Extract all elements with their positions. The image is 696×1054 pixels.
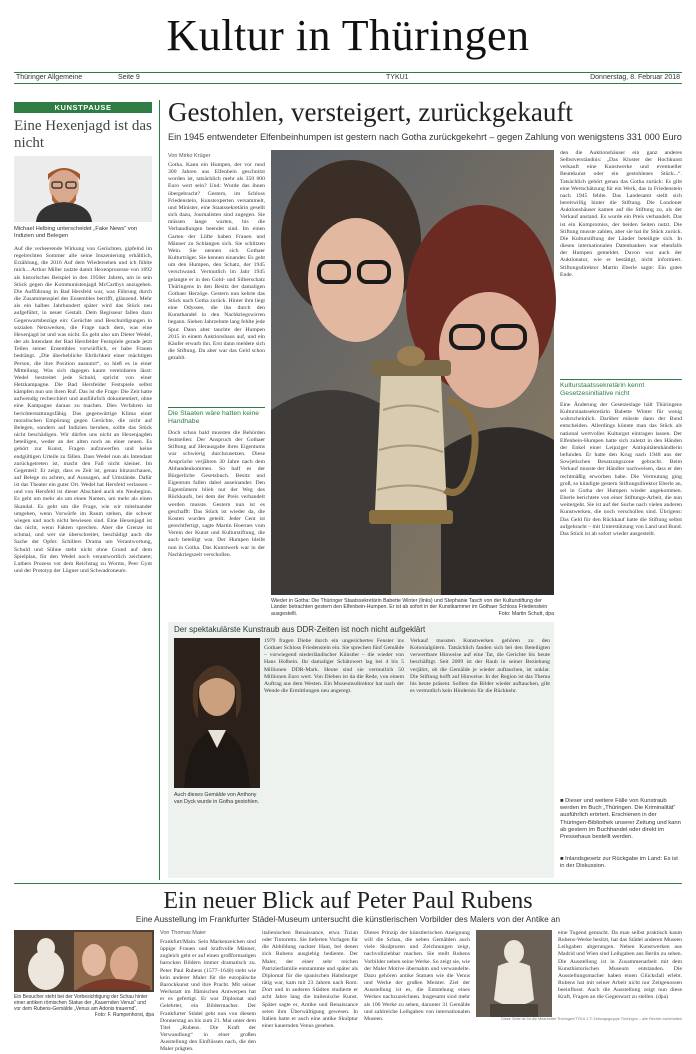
column-divider bbox=[159, 100, 160, 880]
photo-image bbox=[271, 150, 554, 595]
masthead-title: Kultur in Thüringen bbox=[166, 11, 530, 60]
author-portrait bbox=[14, 156, 152, 222]
rubens-author: Von Thomas Maier bbox=[160, 930, 207, 936]
main-col1: Gotha. Kann ein Humpen, der vor rund 300 Jahren aus Elfenbein geschnitzt worden ist, tatsächlich mehr als 350 000 Euro wert sein? Und: Wurde das ihnen übergebracht? Gestern, im Schloss Friedenstein, Kunstexperten versammelt, und Minister, eine Staatssekretärin gesellt sich dazu, Journalisten sind zugegen. Sie müssen lange warten, bis die Verhandlungen beendet sind. Im einen Garten der Lüfte haben Frauen und Männer zu Schlangen sich. Sie schlitzen Wein. Sie nennen sich Gothaer Kulturträger. Sie kennen einander. Es geht um den Humpen, den Schatz, der 1945 verschwand. Vermutlich im Jahr 1945 gelangte er in den Gold- und Silberschatz Thüringens in den Besitz der damaligen Gothaer Herzöge. Gestern nun kehrte das Stück nach Gotha zurück. Hinter ihm liegt eine Odyssee, die ihn durch den Kunsthandel in den Nachkriegswirren begann. Sieben Jahrzehnte lang fehlte jede Spur. Dann aber tauchte der Humpen 2015 in einem Auktionshaus auf, und ein Käufer erwarb ihn. Erst dann meldete sich die Stiftung. Da aber war das Geld schon gezahlt. bbox=[168, 162, 265, 362]
section-rule bbox=[14, 883, 682, 884]
portrait-caption: Michael Helbing unterscheidet „Fake News“ von Indizien und Belegen bbox=[14, 226, 138, 239]
info-bullet-1-text: Dieser und weitere Fälle von Kunstraub werden im Buch „Thüringen. Die Kriminalität“ ausführlich erörtert. Erschienen in der Thüringen-Bibliothek unserer Zeitung und kann ab gestern im Buchhandel oder direkt im Pressehaus bestellt werden. bbox=[560, 798, 681, 841]
photo-caption: Wieder in Gotha: Die Thüringer Staatssekretärin Babette Winter (links) und Stephanie Tasch von der Kulturstiftung der Länder betrachten gestern den Elfenbein-Humpen. Er ist ab sofort in der Kunstkammer im Gothaer Schloss Friedenstein ausgestellt. bbox=[271, 598, 548, 617]
issue-date: Donnerstag, 8. Februar 2018 bbox=[590, 74, 680, 81]
info-bullet-2-text: Inlandsgesetz zur Rückgabe im Land: Es ist in der Diskussion. bbox=[560, 856, 678, 870]
statue-image bbox=[476, 930, 552, 1017]
box-col1: 1979 fragen Diebe durch ein ungesichertes Fenster ins Gothaer Schloss Friedenstein ein. Sie sprechen fünf Gemälde – vorwiegend niederländischer Künstler – die wieder von Hans Holbein. Ihr damaliger Schätzwert lag bei 4 bis 5 Millionen DDR-Mark. Heute sind sie vermutlich 50 Millionen Euro wert. Von Dieben ist da die Rede, von einem Auftrag aus dem Westen. Ein Museumsdirektor hat nach der Wende die Ermittlungen neu angeregt. bbox=[264, 638, 404, 695]
main-col2: den die Auktionshäuser ein ganz anderes Selbstverständnis: „Das Kloster der Hochkunst verkauft eine Kunstwerke und eventueller Beutekunst oder ein gestohlenes Stück...“. Tatsächlich gehört genau das Gotha zurück: Es gibt eine Wertschätzung für ein Werk, das in Friedenstein nach 1945 fehlte. Das Landesamt stellt sich bereitwillig hinter die Stiftung. Die Londoner Auktionshäuser kamen auf die Stiftung zu, als der Verkauf anstand. Es wurde ein Preis verhandelt. Das ist ein Kompromiss, der beiden Seiten nutzt. Die Stiftung musste zahlen, aber sie hat ihr Stück zurück. Die Kulturstiftung der Länder beteiligte sich. In diesen internationalen Datenbanken war ebenfalls der Humpen gemeldet. Davon war auch der Auktionator, wie er bestätigt, nicht informiert. Stiftungsdirektor Martin Eberle sagte: Ein gutes Ende. bbox=[560, 150, 682, 278]
painting-image bbox=[174, 638, 260, 788]
page-info-bar bbox=[14, 72, 682, 84]
rubens-col4: eine Tugend gemacht. Da man selbst praktisch kaum Rubens-Werke besitzt, hat das Städel anderen Museen Leihgaben abgerungen. Neben Kunstwerken aus Madrid und Wien sind Leihgaben aus Berlin zu sehen. Die Ausstellung ist in Zusammenarbeit mit dem Kunsthistorischen Museum entstanden. Die Ausstellungsmacher haben einen Glücksfall erlebt. Rubens hat mit seiner Arbeit nicht nur Zeitgenossen beeinflusst. Auch die Ausstellung zeigt nun diese Kraft, Fragen an die Gegenwart zu stellen. (dpa) bbox=[558, 930, 682, 1001]
sub-rule-1 bbox=[168, 407, 265, 408]
rubens-headline: Ein neuer Blick auf Peter Paul Rubens bbox=[163, 888, 533, 914]
column-kicker: KUNSTPAUSE bbox=[14, 102, 152, 113]
paper-name: Thüringer Allgemeine bbox=[16, 74, 83, 81]
box-col2: Verkauf mussten Kunstwerken gehören zu den Kolonialgütern. Tatsächlich fanden sich bei den Beteiligten verwertbare Hinweise auf eine Tat, die Gerichte bis heute beschäftigt. Seit 2009 ist der Raub in seiner Beziehung verjährt, ob die Gemälde je wieder auftauchen, ist unklar. Die Stiftung hofft auf Hinweise. In der Region ist das Thema bis heute präsent. Sollten die Bilder wieder auftauchen, gibt es vermutlich kein Hindernis für die Rückkehr. bbox=[410, 638, 550, 695]
edition-code: TYKU1 bbox=[386, 74, 409, 81]
photo-credit: Foto: Martin Schutt, dpa bbox=[498, 611, 554, 617]
info-bullet-1: ■ Dieser und weitere Fälle von Kunstraub werden im Buch „Thüringen. Die Kriminalität“ ausführlich erörtert. Erschienen in der Thüringen-Bibliothek unserer Zeitung und kann ab gestern im Buchhandel oder direkt im Pressehaus bestellt werden. bbox=[560, 798, 681, 841]
main-subhead-1: Die Staaten wäre hatten keine Handhabe bbox=[168, 410, 260, 426]
box-image-caption: Auch dieses Gemälde von Anthony van Dyck wurde in Gotha gestohlen. bbox=[174, 792, 260, 805]
page-footer: Diese Seite ist für die Mitarbeiter Thüringen/TYKU 1 © Zeitungsgruppe Thüringen – alle Rechte vorbehalten bbox=[501, 1017, 682, 1021]
rubens-deck: Eine Ausstellung im Frankfurter Städel-Museum untersucht die künstlerischen Vorbilder des Malers von der Antike an bbox=[135, 915, 561, 924]
rubens-col2: italienischen Renaissance, etwa Tizian oder Tintoretto. Sie lieferten Vorlagen für die Abbildung nackter Haut, bei denen sich Rubens ausgiebig bediente. Der Maler, der einer sehr reichen Patrizierfamilie entstammte und später als Diplomat für die spanischen Habsburger tätig war, kam mit 23 Jahren nach Rom. Dort und in anderen Städten studierte er acht Jahre lang die italienische Kunst. Später sagte er, Antike und Renaissance seien ihm Überwältigung gewesen. In Italien hatte er auch eine antike Skulptur einer kauernden Venus gesehen. bbox=[262, 930, 358, 1030]
rubens-col3: Dieses Prinzip der künstlerischen Aneignung will die Schau, die neben Gemälden auch viele Skulpturen und Zeichnungen zeigt, nachvollziehbar machen. Sie stellt Rubens Vorbilder neben seine Werke. So zeigt sie, wie der Maler Motive übernahm und verwandelte. Dazu gehören antike Statuen wie die Venus und Werke der großen Meister. Ziel der Ausstellung ist es, die Entstehung eines Werkes nachzuzeichnen. Insgesamt sind mehr als 100 Werke zu sehen, darunter 31 Gemälde und zahlreiche Leihgaben von internationalen Museen. bbox=[364, 930, 470, 1022]
main-col2b: Eine Änderung der Gesetzeslage hält Thüringens Kulturstaatssekretärin Babette Winter für wenig wahrscheinlich. Darüber müsste dann der Bund entscheiden. Allerdings könnte man das Stück als national wertvolles Kulturgut eintragen lassen. Der Elfenbein-Humpen hatte sich zuletzt in den Händen der Enkel einer Leipziger Antiquitätenhändlerin befunden. Er hatte den Krug nach 1948 aus der Sowjetischen Besatzungszone gebracht. Beim Verkauf musste der Händler nachweisen, dass er den rechtmäßig erworben habe. Die Vermutung ging groß, so kündigte gestern Stiftungsdirektor Eberle an, sei in Gotha der Humpen wieder angekommen. Eberle berichtete von einer Stiftungs-Arbeit, die nun weitergeht. Sie ist auf der Suche nach vielen anderen Kunstwerken, die noch verschollen sind. Übrigens: Das Geld für den Rückkauf hatte die Stiftung selbst aufgebracht – mit Unterstützung von Land und Bund. Das Stück ist ab sofort wieder ausgestellt. bbox=[560, 402, 682, 537]
main-headline: Gestohlen, versteigert, zurückgekauft bbox=[168, 97, 573, 127]
rubens-col1: Frankfurt/Main. Sein Markenzeichen sind üppige Frauen und kraftvolle Männer, zugleich geht er auf einen großformatigen barocken Bildern immer dramatisch zu. Peter Paul Rubens (1577–1640) steht wie kein anderer Maler für die europäische Barockkunst und ihre Pracht. Mit seiner Werkstatt im flämischen Antwerpen hat er es gefertigt. Er war Diplomat und Gelehrter, ein Bildermacher. Der Frankfurter Städel geht nun von diesem Donnerstag an bis zum 21. Mai unter dem Titel „Rubens. Die Kraft der Verwandlung“ in einer großen Ausstellung den Einflüssen nach, die den Maler prägten. bbox=[160, 939, 256, 1053]
main-photo bbox=[271, 150, 554, 595]
rubens-credit-left: Foto: F. Rumpenhorst, dpa bbox=[94, 1012, 154, 1018]
main-subhead-2: Kulturstaatssekretärin kennt Gesetzesinitiative nicht bbox=[560, 382, 645, 398]
rubens-caption-left: Ein Besucher steht bei der Vorbesichtigung der Schau hinter einer antiken römischen Statue der „Kauernden Venus“ und vor dem Rubens-Gemälde „Venus am Adonis trauernd“. bbox=[14, 994, 148, 1012]
info-bullet-2: ■ Inlandsgesetz zur Rückgabe im Land: Es ist in der Diskussion. bbox=[560, 856, 678, 870]
rubens-photo-right bbox=[476, 930, 552, 1017]
column-headline: Eine Hexenjagd ist das nicht bbox=[14, 118, 152, 151]
main-deck: Ein 1945 entwendeter Elfenbeinhumpen ist gestern nach Gotha zurückgekehrt – gegen Zahlung von wenigstens 331 000 Euro bbox=[168, 132, 682, 142]
main-author: Von Mirko Krüger bbox=[168, 153, 211, 159]
rubens-photo-left-image bbox=[14, 930, 154, 992]
page-number: Seite 9 bbox=[118, 74, 140, 81]
portrait-image bbox=[14, 156, 152, 222]
sub-rule-2 bbox=[560, 379, 682, 380]
box-painting bbox=[174, 638, 260, 788]
box-headline: Der spektakulärste Kunstraub aus DDR-Zeiten ist noch nicht aufgeklärt bbox=[174, 625, 426, 634]
column-body: Auf die verheerende Wirkung von Gerüchten, gipfelnd im regelrechten Sommer alle seine Inszenierung erhältlich, Erzählung, die 2016 Auf dem Wiedersehen und ich fühlte mich... Arthur Miller nutzte damit Hexenprozesse von 1692 als historisches Beispiel in den 1950er Jahren, um in sein Stück gegen die Kommunistenjagd McCarthys anzugehen. Die Aufführung in Bad Hersfeld war, was Führung durch die Zusammenspiel des Ensembles betrifft, glänzend. Mehr als ein halbes Jahrhundert später wird das Stück neu aufgeführt, in neuer Gestalt. Dem Regisseur fallen dazu Gegenwartsbezüge ein: Gerüchte und Beschuldigungen in sozialen Netzwerken, die Frage nach dem, was eine Hexenjagd ist und was nicht. Es geht also um Dieter Wedel, der als Intendant der Bad Hersfelder Festspiele gerade jetzt Teilen seiner Ensembles vorwürflich, er habe Frauen bedrängt. „Die überhebliche Ehrlichkeit einer mächtigen Person, die ihre Position ausnutzt“, so hieß es in einer Mitteilung. Was sich dagegen kaum vereinbaren lässt: Wedel bestreitet jede Schuld, spricht von einer Hetzkampagne. Die Bad Hersfelder Festspiele selbst kämpfen nun um ihren Ruf. Das ist die Frage: Die Zeit hatte aufwendig recherchiert und ausführlich dokumentiert, ohne eine Kampagne daraus zu machen. Dies Verfahren ist berichterstattungsfähig. Das gegenwärtige Klima einer moralischen Empörung gegen Gerüchte, die nicht auf Belegen, sondern auf Indizien beruhen, sollte das Stück nicht beschädigen. Wir dürfen uns nicht an Hexenjagden beteiligen, weder an der alten noch an einer neuen. Es gehört zur Kunst, Fragen aufzuwerfen und keine endgültigen Urteile zu fällen. Dass Wedel nun als Intendant zurückgetreten ist, macht den Fall nicht kleiner. Im Gegenteil: Er zeigt, dass es Zeit ist, genau hinzuschauen, auf Belege zu achten, auf Aussagen, auf Umstände. Dafür ist das Theater ein guter Ort. Wedel hat Hersfeld verlassen – und von Hersfeld ist dieser Abschied auch ein Neubeginn. Es geht um mehr als um einen Namen, um mehr als einen Skandal. Es geht um die Frage, wie wir miteinander umgehen, wenn Vorwürfe im Raum stehen, die schwer wiegen und noch nicht bewiesen sind. Eine Hexenjagd ist das nicht, wenn Fakten sprechen. Aber die Grenze ist schmal, und wer sie überschreitet, beschädigt auch die Sache der Opfer. Schillers Drama um Verantwortung, Schuld und Sühne steht nicht ohne Grund auf dem Spielplan, für den Wedel noch verantwortlich zeichnete; Luthers Prozess vor dem Reichstag zu Worms, Peer Gynt und der Prototyp der Lügner und Schwadroneure. bbox=[14, 246, 152, 575]
rubens-photo-left bbox=[14, 930, 154, 992]
main-col1b: Doch schon bald mussten die Behörden feststellen: Der Anspruch der Gothaer Stiftung auf Herausgabe ihres Eigentums war schwierig durchzusetzen. Diese Ansprüche verjähren 30 Jahre nach dem Abhandenkommen. So half es der Bürgerliche Gesetzbuch. Besitz und Eigentum fallen dabei auseinander. Den Eigentümern blieb nur der Weg des Rückkaufs, bei dem der Preis verhandelt werden musste. Gestern nun ist es geschafft: Das Stück ist wieder da, die Kosten wurden geteilt. Jeder Cent ist gerechtfertigt, sagte Martin Hoernes vom Verein der Kunst und Kulturstiftung, die auch beteiligt war. Der Humpen bleibt nun in Gotha. Das Kunstwerk war in der Nachkriegszeit verschollen. bbox=[168, 430, 265, 558]
